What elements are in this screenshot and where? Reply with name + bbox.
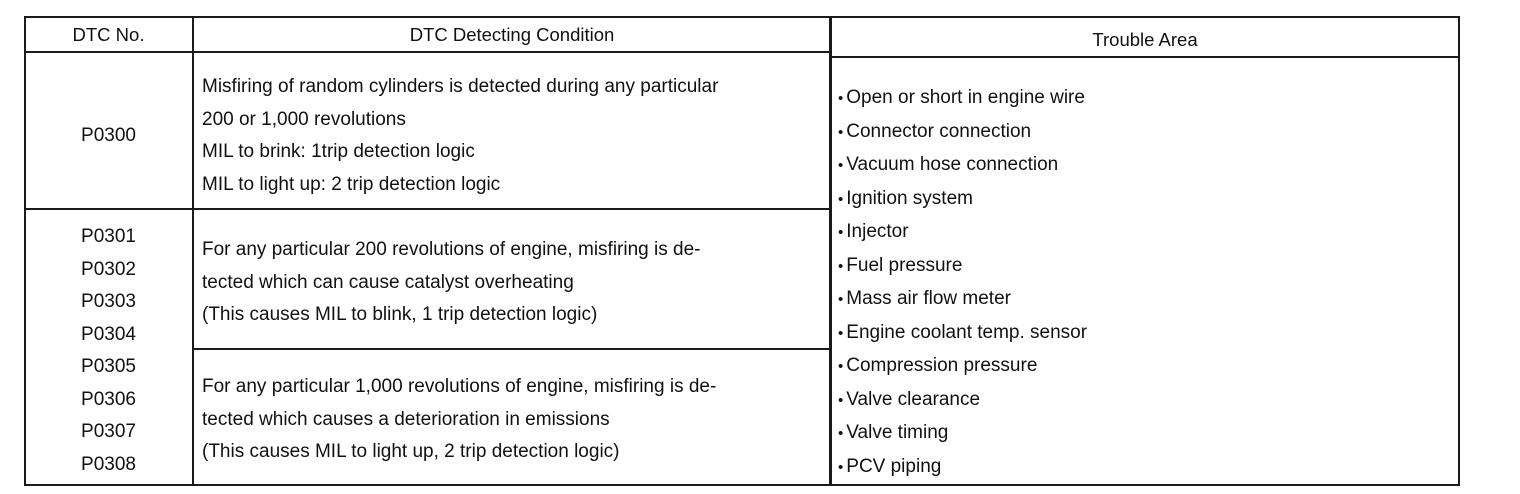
- condition-line: Misfiring of random cylinders is detected during any particular: [202, 76, 719, 97]
- condition-line: (This causes MIL to light up, 2 trip detection logic): [202, 441, 620, 462]
- trouble-item: • Valve clearance: [838, 384, 1454, 418]
- trouble-item: • Mass air flow meter: [838, 283, 1454, 317]
- condition-line: MIL to brink: 1trip detection logic: [202, 141, 475, 162]
- dtc-code: P0303: [81, 291, 136, 312]
- trouble-item: • Valve timing: [838, 417, 1454, 451]
- trouble-item: • Vacuum hose connection: [838, 149, 1454, 183]
- condition-line: (This causes MIL to blink, 1 trip detection logic): [202, 304, 598, 325]
- dtc-code: P0308: [81, 453, 136, 475]
- dtc-code: P0306: [81, 388, 136, 410]
- dtc-code-list: [24, 120, 193, 153]
- detecting-condition: [202, 371, 827, 469]
- header-detecting-condition: DTC Detecting Condition: [409, 24, 615, 45]
- trouble-item: • Engine coolant temp. sensor: [838, 317, 1454, 351]
- condition-line: MIL to light up: 2 trip detection logic: [202, 173, 501, 195]
- row-divider-1: [24, 208, 830, 210]
- dtc-code: P0304: [81, 323, 136, 345]
- condition-line: tected which causes a deterioration in emissions: [202, 408, 610, 430]
- dtc-code: P0307: [81, 421, 136, 442]
- condition-line: For any particular 200 revolutions of engine, misfiring is de-: [202, 239, 701, 260]
- table-border-right: [1458, 16, 1460, 486]
- dtc-code: P0305: [81, 356, 136, 377]
- trouble-item: • Open or short in engine wire: [838, 82, 1454, 116]
- condition-line: For any particular 1,000 revolutions of engine, misfiring is de-: [202, 376, 717, 397]
- table-border-bottom: [24, 484, 1460, 486]
- dtc-code-list: [24, 221, 193, 481]
- trouble-item: • Compression pressure: [838, 350, 1454, 384]
- trouble-item: • Fuel pressure: [838, 250, 1454, 284]
- trouble-item: • Injector: [838, 216, 1454, 250]
- dtc-table: [24, 16, 1460, 486]
- header-dtc-no: DTC No.: [72, 24, 145, 45]
- trouble-item: • PCV piping: [838, 451, 1454, 485]
- condition-line: 200 or 1,000 revolutions: [202, 108, 406, 130]
- dtc-code: P0302: [81, 258, 136, 280]
- header-trouble-area: Trouble Area: [1092, 29, 1198, 50]
- row-divider-2: [193, 348, 830, 350]
- trouble-item: • Ignition system: [838, 183, 1454, 217]
- dtc-code: P0301: [81, 226, 136, 247]
- dtc-code: P0300: [81, 125, 136, 146]
- column-divider-2: [829, 16, 832, 486]
- detecting-condition: [202, 234, 827, 332]
- condition-line: tected which can cause catalyst overheating: [202, 271, 574, 293]
- detecting-condition: [202, 71, 827, 201]
- trouble-item: • Connector connection: [838, 116, 1454, 150]
- trouble-area-list: [838, 82, 1454, 484]
